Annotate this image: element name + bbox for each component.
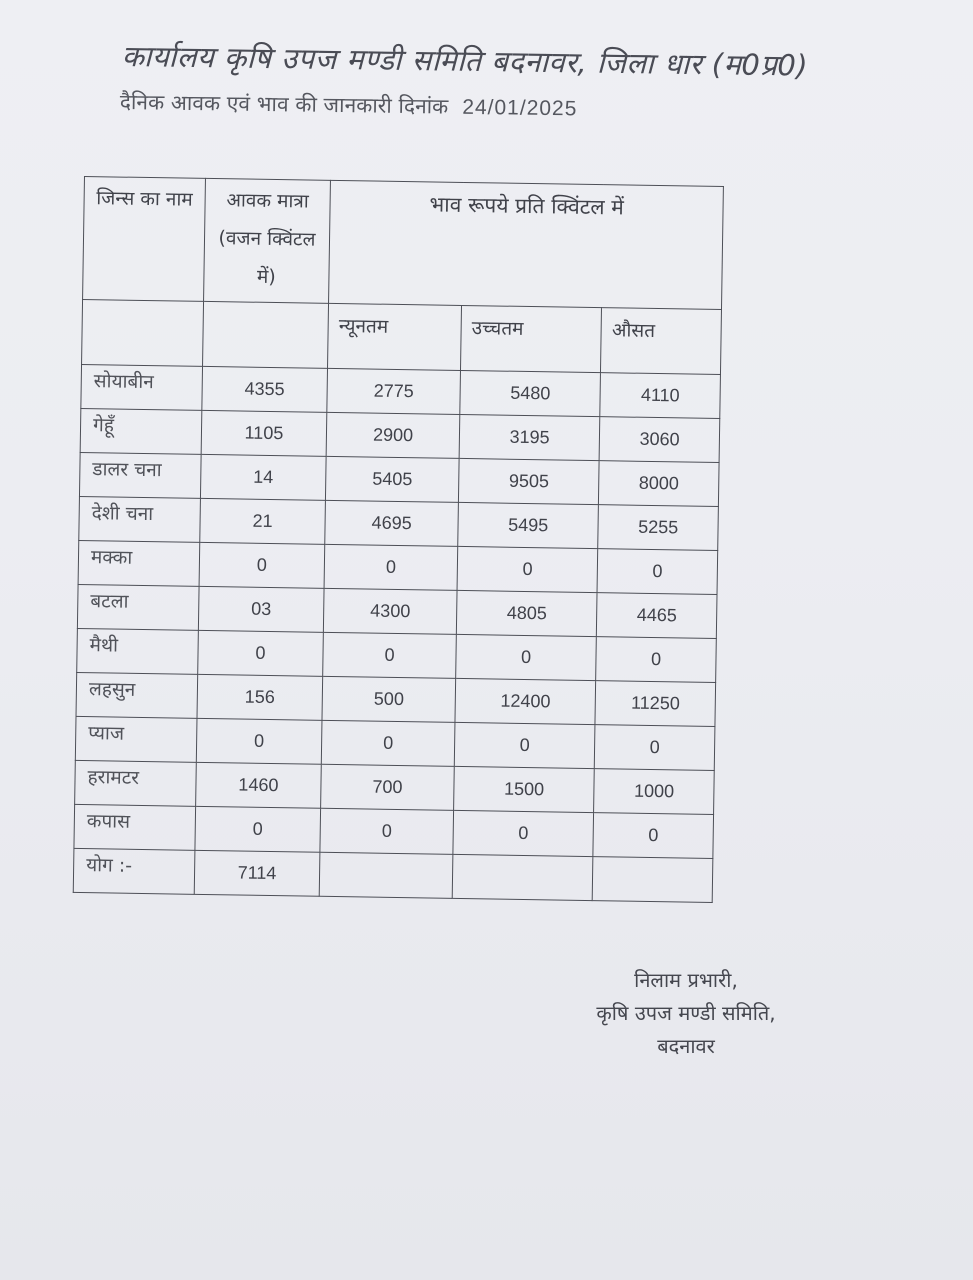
commodity-name-cell: कपास [74, 804, 195, 850]
commodity-name-cell: डालर चना [79, 452, 200, 498]
max-price-cell: 0 [456, 634, 597, 680]
min-price-cell: 2900 [326, 412, 460, 458]
avg-price-cell: 0 [597, 549, 717, 595]
avg-price-cell: 1000 [594, 769, 714, 815]
commodity-name-cell: मक्का [78, 540, 199, 586]
max-price-cell: 0 [457, 546, 598, 592]
max-price-cell: 4805 [456, 590, 597, 636]
commodity-name-cell: देशी चना [79, 496, 200, 542]
table-header-row [83, 177, 724, 310]
subtitle-text: दैनिक आवक एवं भाव की जानकारी दिनांक [119, 89, 449, 119]
document-title: कार्यालय कृषि उपज मण्डी समिति बदनावर, जिला धार (म0प्र0) [121, 38, 809, 83]
signature-line-1: निलाम प्रभारी, [634, 968, 738, 992]
subheader-maximum: उच्चतम [461, 305, 602, 372]
total-qty-cell: 7114 [194, 850, 320, 896]
subheader-empty-name [82, 299, 204, 366]
arrival-qty-cell: 4355 [202, 366, 328, 412]
arrival-qty-cell: 0 [196, 718, 322, 764]
min-price-cell: 500 [322, 676, 456, 722]
arrival-qty-cell: 156 [197, 674, 323, 720]
min-price-cell: 0 [323, 632, 457, 678]
max-price-cell: 9505 [458, 458, 599, 504]
rates-table [73, 176, 724, 903]
max-price-cell: 0 [453, 810, 594, 856]
max-price-cell: 0 [454, 722, 595, 768]
header-price-per-quintal: भाव रूपये प्रति क्विंटल में [329, 180, 724, 309]
min-price-cell: 700 [321, 764, 455, 810]
min-price-cell: 0 [324, 544, 458, 590]
commodity-name-cell: हरामटर [75, 760, 196, 806]
commodity-name-cell: लहसुन [76, 672, 197, 718]
table-total-row [73, 848, 713, 902]
min-price-cell: 5405 [326, 456, 460, 502]
min-price-cell: 4300 [324, 588, 458, 634]
commodity-name-cell: गेहूँ [80, 408, 201, 454]
avg-price-cell: 3060 [599, 417, 719, 463]
max-price-cell: 1500 [454, 766, 595, 812]
avg-price-cell: 8000 [599, 461, 719, 507]
avg-price-cell: 0 [595, 725, 715, 771]
commodity-name-cell: प्याज [75, 716, 196, 762]
header-commodity-name: जिन्स का नाम [83, 177, 206, 302]
arrival-qty-cell: 14 [200, 454, 326, 500]
max-price-cell: 12400 [455, 678, 596, 724]
max-price-cell: 5480 [460, 370, 601, 416]
avg-price-cell: 0 [596, 637, 716, 683]
table-subheader-row [82, 299, 722, 374]
max-price-cell: 3195 [459, 414, 600, 460]
rates-table-container [73, 176, 724, 903]
arrival-qty-cell: 0 [197, 630, 323, 676]
min-price-cell: 0 [321, 720, 455, 766]
avg-price-cell: 0 [593, 813, 713, 859]
avg-price-cell: 4465 [597, 593, 717, 639]
arrival-qty-cell: 21 [200, 498, 326, 544]
avg-price-cell: 4110 [600, 373, 720, 419]
header-arrival-quantity: आवक मात्रा (वजन क्विंटल में) [203, 178, 330, 303]
subheader-average: औसत [601, 308, 722, 375]
total-label-cell: योग :- [73, 848, 194, 894]
max-price-cell: 5495 [458, 502, 599, 548]
signature-line-2: कृषि उपज मण्डी समिति, [596, 1001, 776, 1025]
arrival-qty-cell: 1460 [195, 762, 321, 808]
arrival-qty-cell: 0 [199, 542, 325, 588]
min-price-cell: 2775 [327, 368, 461, 414]
total-empty-avg [592, 857, 712, 903]
avg-price-cell: 5255 [598, 505, 718, 551]
arrival-qty-cell: 1105 [201, 410, 327, 456]
commodity-name-cell: मैथी [77, 628, 198, 674]
total-empty-min [319, 852, 453, 898]
report-date: 24/01/2025 [462, 95, 578, 121]
subheader-minimum: न्यूनतम [328, 303, 462, 370]
min-price-cell: 0 [320, 808, 454, 854]
document-subtitle [120, 88, 578, 122]
signature-block [576, 964, 796, 1063]
signature-line-3: बदनावर [657, 1034, 715, 1058]
arrival-qty-cell: 03 [198, 586, 324, 632]
arrival-qty-cell: 0 [195, 806, 321, 852]
commodity-name-cell: सोयाबीन [81, 364, 202, 410]
avg-price-cell: 11250 [595, 681, 715, 727]
commodity-name-cell: बटला [77, 584, 198, 630]
subheader-empty-qty [202, 301, 328, 368]
total-empty-max [452, 854, 593, 900]
min-price-cell: 4695 [325, 500, 459, 546]
